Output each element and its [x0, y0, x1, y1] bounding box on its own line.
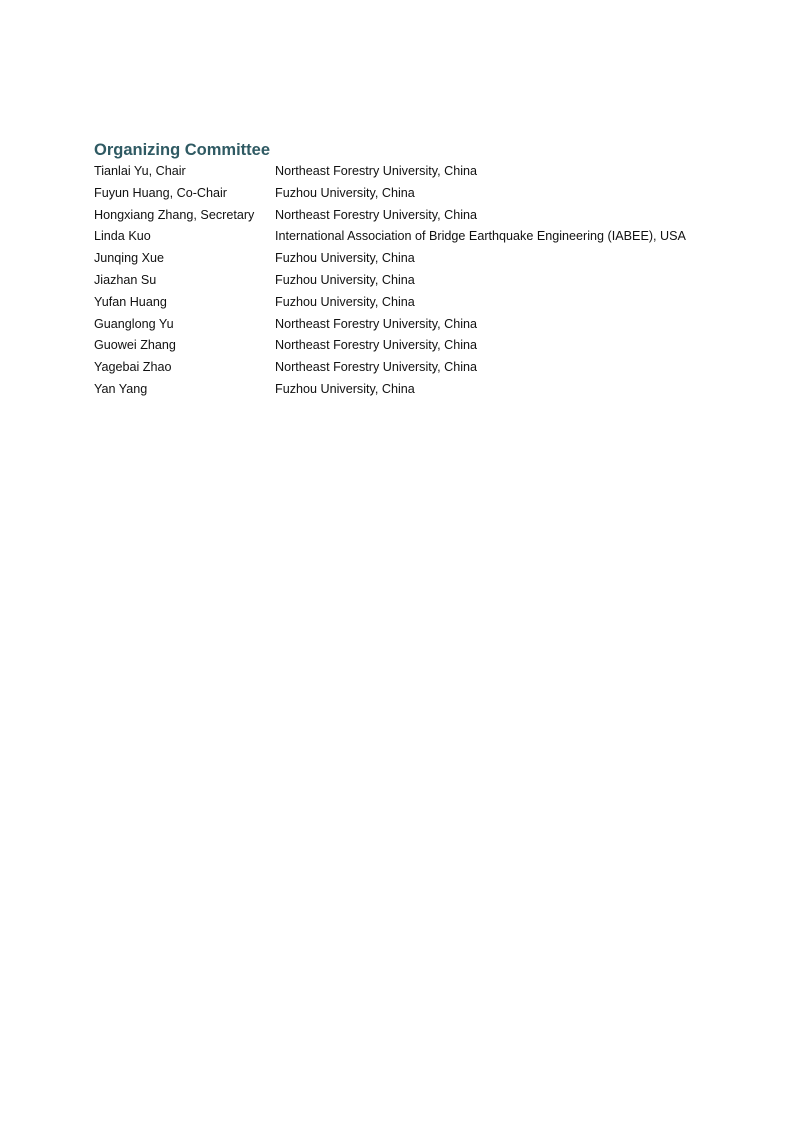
committee-member-row — [94, 335, 754, 357]
member-name: Jiazhan Su — [94, 272, 157, 287]
member-affiliation: International Association of Bridge Earthquake Engineering (IABEE), USA — [275, 229, 686, 244]
member-affiliation: Northeast Forestry University, China — [275, 316, 478, 331]
member-name: Tianlai Yu, Chair — [94, 164, 186, 178]
member-name: Fuyun Huang, Co-Chair — [94, 185, 227, 200]
member-affiliation: Northeast Forestry University, China — [275, 207, 478, 222]
member-affiliation: Northeast Forestry University, China — [275, 164, 478, 178]
member-name: Yagebai Zhao — [94, 360, 172, 375]
member-name: Linda Kuo — [94, 229, 151, 244]
committee-member-row — [94, 205, 754, 227]
committee-member-row — [94, 270, 754, 292]
committee-member-row — [94, 183, 754, 205]
member-affiliation: Northeast Forestry University, China — [275, 360, 478, 375]
member-affiliation: Fuzhou University, China — [275, 294, 415, 309]
member-name: Yufan Huang — [94, 294, 167, 309]
section-heading: Organizing Committee — [94, 141, 271, 159]
committee-member-row — [94, 379, 754, 401]
member-name: Guanglong Yu — [94, 316, 174, 331]
committee-member-row — [94, 161, 754, 183]
committee-member-list — [94, 161, 754, 401]
committee-member-row — [94, 226, 754, 248]
organizing-committee-section — [94, 140, 754, 401]
member-name: Guowei Zhang — [94, 338, 176, 353]
member-affiliation: Fuzhou University, China — [275, 272, 415, 287]
member-affiliation: Fuzhou University, China — [275, 185, 415, 200]
committee-member-row — [94, 292, 754, 314]
member-affiliation: Northeast Forestry University, China — [275, 338, 478, 353]
member-name: Hongxiang Zhang, Secretary — [94, 207, 255, 222]
member-affiliation: Fuzhou University, China — [275, 381, 415, 396]
member-name: Junqing Xue — [94, 251, 165, 266]
member-affiliation: Fuzhou University, China — [275, 251, 415, 266]
committee-member-row — [94, 314, 754, 336]
committee-member-row — [94, 357, 754, 379]
committee-member-row — [94, 248, 754, 270]
member-name: Yan Yang — [94, 381, 148, 396]
